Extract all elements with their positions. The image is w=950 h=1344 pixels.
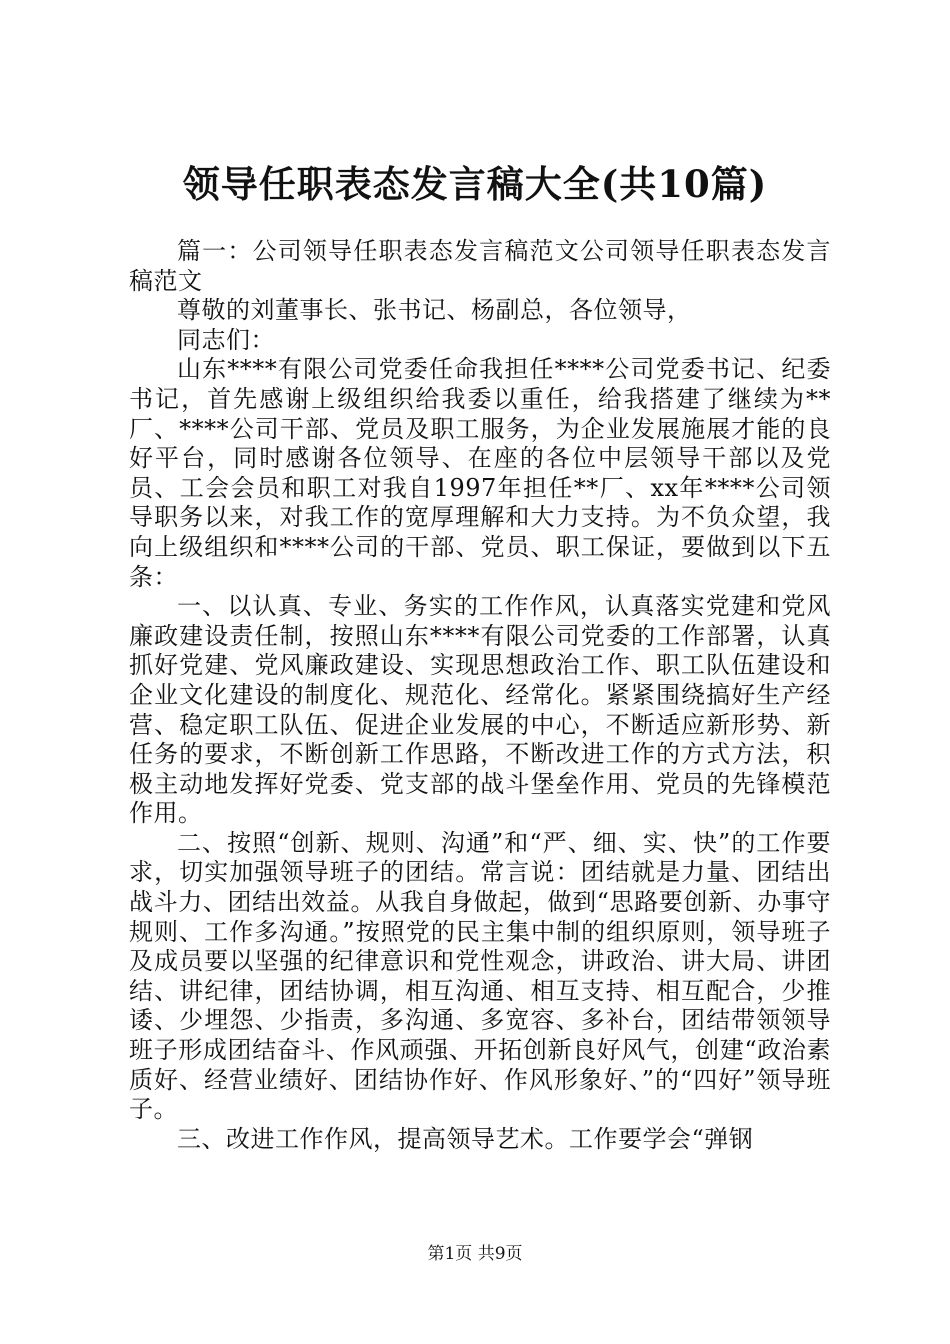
- page-footer: 第1页 共9页: [427, 1244, 523, 1264]
- paragraph-point-one: 一、以认真、专业、务实的工作作风，认真落实党建和党风廉政建设责任制，按照山东****有限公司党委的工作部署，认真抓好党建、党风廉政建设、实现思想政治工作、职工队伍建设和企业文化建设的制度化、规范化、经常化。紧紧围绕搞好生产经营、稳定职工队伍、促进企业发展的中心，不断适应新形势、新任务的要求，不断创新工作思路，不断改进工作的方式方法，积极主动地发挥好党委、党支部的战斗堡垒作用、党员的先锋模范作用。: [129, 592, 831, 828]
- paragraph-heading: 篇一：公司领导任职表态发言稿范文公司领导任职表态发言稿范文: [129, 237, 831, 295]
- paragraph-salutation: 尊敬的刘董事长、张书记、杨副总，各位领导，: [177, 296, 692, 325]
- paragraph-intro: 山东****有限公司党委任命我担任****公司党委书记、纪委书记，首先感谢上级组织给我委以重任，给我搭建了继续为**厂、****公司干部、党员及职工服务，为企业发展施展才能的良好平台，同时感谢各位领导、在座的各位中层领导干部以及党员、工会会员和职工对我自1997年担任**厂、xx年****公司领导职务以来，对我工作的宽厚理解和大力支持。为不负众望，我向上级组织和****公司的干部、党员、职工保证，要做到以下五条：: [129, 355, 831, 591]
- document-title: 领导任职表态发言稿大全(共10篇): [182, 162, 768, 206]
- paragraph-point-three: 三、改进工作作风，提高领导艺术。工作要学会“弹钢: [177, 1124, 754, 1153]
- document-body: [129, 237, 831, 1154]
- paragraph-point-two: 二、按照“创新、规则、沟通”和“严、细、实、快”的工作要求，切实加强领导班子的团结。常言说：团结就是力量、团结出战斗力、团结出效益。从我自身做起，做到“思路要创新、办事守规则、工作多沟通。”按照党的民主集中制的组织原则，领导班子及成员要以坚强的纪律意识和党性观念，讲政治、讲大局、讲团结、讲纪律，团结协调，相互沟通、相互支持、相互配合，少推诿、少埋怨、少指责，多沟通、多宽容、多补台，团结带领领导班子形成团结奋斗、作风顽强、开拓创新良好风气，创建“政治素质好、经营业绩好、团结协作好、作风形象好、”的“四好”领导班子。: [129, 828, 831, 1124]
- paragraph-comrades: 同志们：: [177, 325, 275, 354]
